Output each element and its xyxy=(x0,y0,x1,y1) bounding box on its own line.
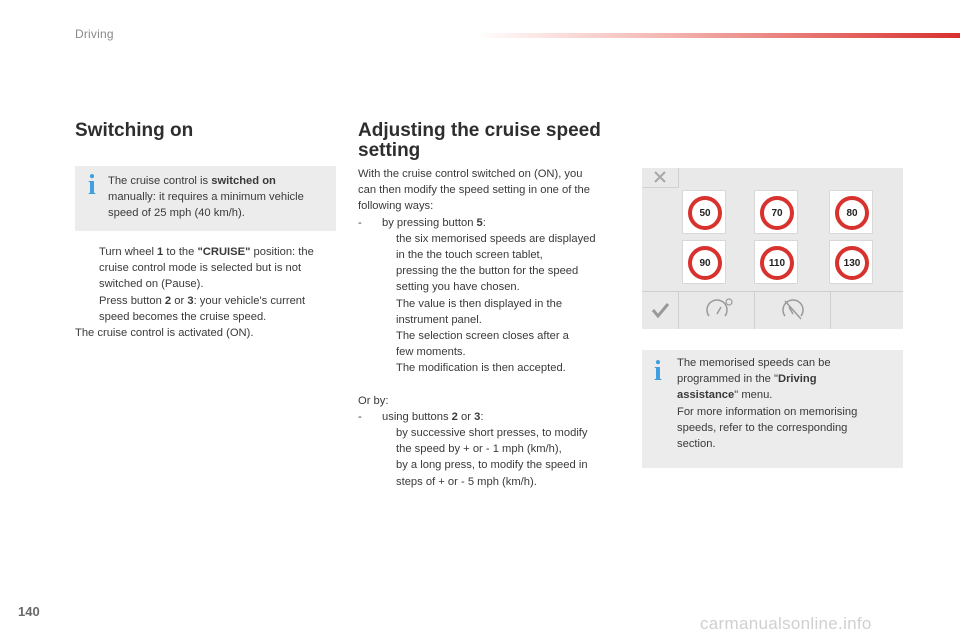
method-press-button-5: - by pressing button 5: xyxy=(358,216,486,229)
speed-sign-icon: 110 xyxy=(760,246,794,280)
switching-steps: Turn wheel 1 to the "CRUISE" position: the cruise control mode is selected but is not switched on (Pause). Press button 2 or 3: your vehicle's current speed becomes the cruise speed. The cruise control is activated (ON). xyxy=(75,244,340,341)
speed-button-70[interactable] xyxy=(754,190,798,234)
speed-sign-icon: 70 xyxy=(760,196,794,230)
info-icon: i xyxy=(88,170,96,201)
speed-setting-button[interactable] xyxy=(679,292,755,329)
cruise-activated-text: The cruise control is activated (ON). xyxy=(75,327,254,340)
close-icon xyxy=(642,168,679,188)
switching-on-title: Switching on xyxy=(75,120,194,141)
step-press-button: Press button 2 or 3: your vehicle's current xyxy=(99,294,306,307)
watermark: carmanualsonline.info xyxy=(700,614,872,633)
speed-button-80[interactable] xyxy=(829,190,873,234)
speed-button-110[interactable] xyxy=(754,240,798,284)
speed-sign-icon: 50 xyxy=(688,196,722,230)
step-turn-wheel: Turn wheel 1 to the "CRUISE" position: the xyxy=(99,246,314,258)
checkmark-icon xyxy=(642,292,679,329)
speed-sign-icon: 90 xyxy=(688,246,722,280)
speed-sign-icon: 130 xyxy=(835,246,869,280)
info-text: The cruise control is switched on manually: it requires a minimum vehicle speed of 25 mph (40 km/h). xyxy=(108,175,304,220)
speed-selection-screen xyxy=(642,168,903,329)
speed-button-130[interactable] xyxy=(829,240,873,284)
speedometer-settings-icon xyxy=(679,292,755,329)
info-box-switching xyxy=(75,166,336,231)
speed-sign-icon: 80 xyxy=(835,196,869,230)
header-accent-bar xyxy=(475,33,960,38)
section-label: Driving xyxy=(75,27,114,41)
info-box-memorised xyxy=(642,350,903,468)
speed-edit-button[interactable] xyxy=(755,292,831,329)
speedometer-edit-icon xyxy=(755,292,831,329)
info-icon: i xyxy=(654,356,662,387)
method-buttons-2-3: - using buttons 2 or 3: xyxy=(358,410,484,423)
speed-button-50[interactable] xyxy=(682,190,726,234)
adjusting-title: Adjusting the cruise speed setting xyxy=(358,120,601,161)
memorised-info-text: The memorised speeds can be programmed in the "Driving assistance" menu. For more information on memorising speeds, refer to the corresponding section. xyxy=(677,357,858,451)
confirm-button[interactable] xyxy=(642,292,679,329)
page-number: 140 xyxy=(18,604,40,619)
adjusting-body: With the cruise control switched on (ON), you can then modify the speed setting in one of the following ways: - by pressing button 5: the six memorised speeds are displayed in the the touch screen tablet, pressing the the button for the speed setting you have chosen. The value is then displayed in the instrument panel. The selection screen closes after a few moments. The modification is then accepted. Or by: - using buttons 2 or 3: by successive short presses, to modify the speed by + or - 1 mph (km/h), by a long press, to modify the speed in steps of + or - 5 mph (km/h). xyxy=(358,166,623,490)
speed-button-90[interactable] xyxy=(682,240,726,284)
close-area[interactable] xyxy=(642,168,679,188)
